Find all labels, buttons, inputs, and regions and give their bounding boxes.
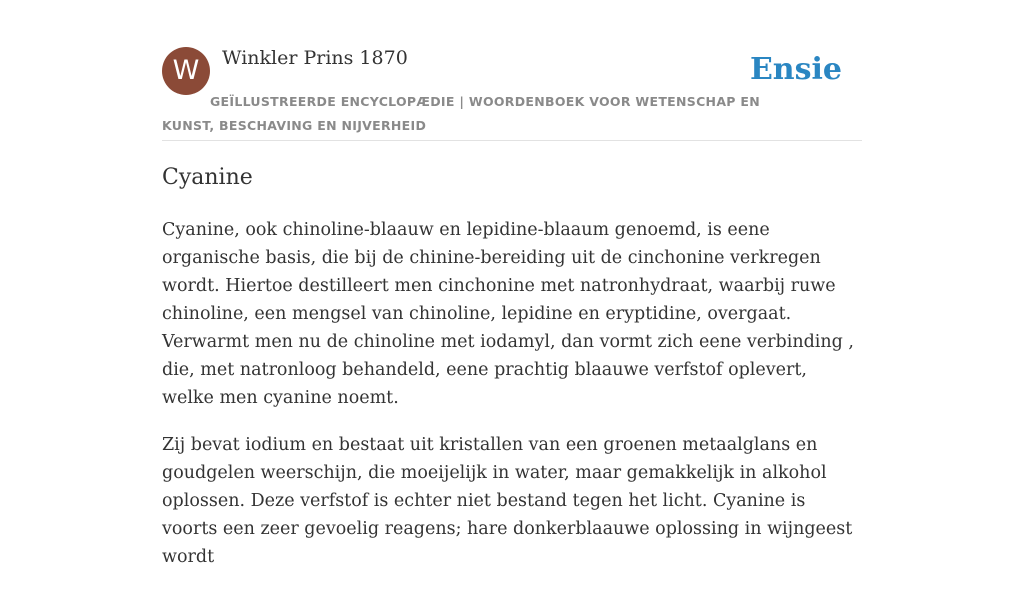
entry-paragraph: Zij bevat iodium en bestaat uit kristallen van een groenen metaalglans en goudgelen weerschijn, die moeijelijk in water, maar gemakkelijk in alkohol oplossen. Deze verfstof is echter niet bestand tegen het licht. Cyanine is voorts een zeer gevoelig reagens; hare donkerblaauwe oplossing in wijngeest wordt (162, 435, 853, 567)
entry-paragraph: Cyanine, ook chinoline-blaauw en lepidine-blaaum genoemd, is eene organische basis, die bij de chinine-bereiding uit de cinchonine verkregen wordt. Hiertoe destilleert men cinchonine met natronhydraat, waarbij ruwe chinoline, een mengsel van chinoline, lepidine en eryptidine, overgaat. Verwarmt men nu de chinoline met iodamyl, dan vormt zich eene verbinding , die, met natronloog behandeld, eene prachtig blaauwe verfstof oplevert, welke men cyanine noemt. (162, 220, 854, 408)
ensie-logo[interactable]: Ensie (749, 52, 842, 87)
source-title-link[interactable]: Winkler Prins 1870 (222, 47, 408, 69)
source-avatar[interactable]: W (162, 47, 210, 95)
entry-title: Cyanine (162, 165, 253, 190)
entry-body (162, 216, 862, 590)
source-subtitle: GEÏLLUSTREERDE ENCYCLOPÆDIE | WOORDENBOEK VOOR WETENSCHAP EN KUNST, BESCHAVING EN NIJVERHEID (162, 94, 760, 133)
source-header (162, 46, 862, 141)
